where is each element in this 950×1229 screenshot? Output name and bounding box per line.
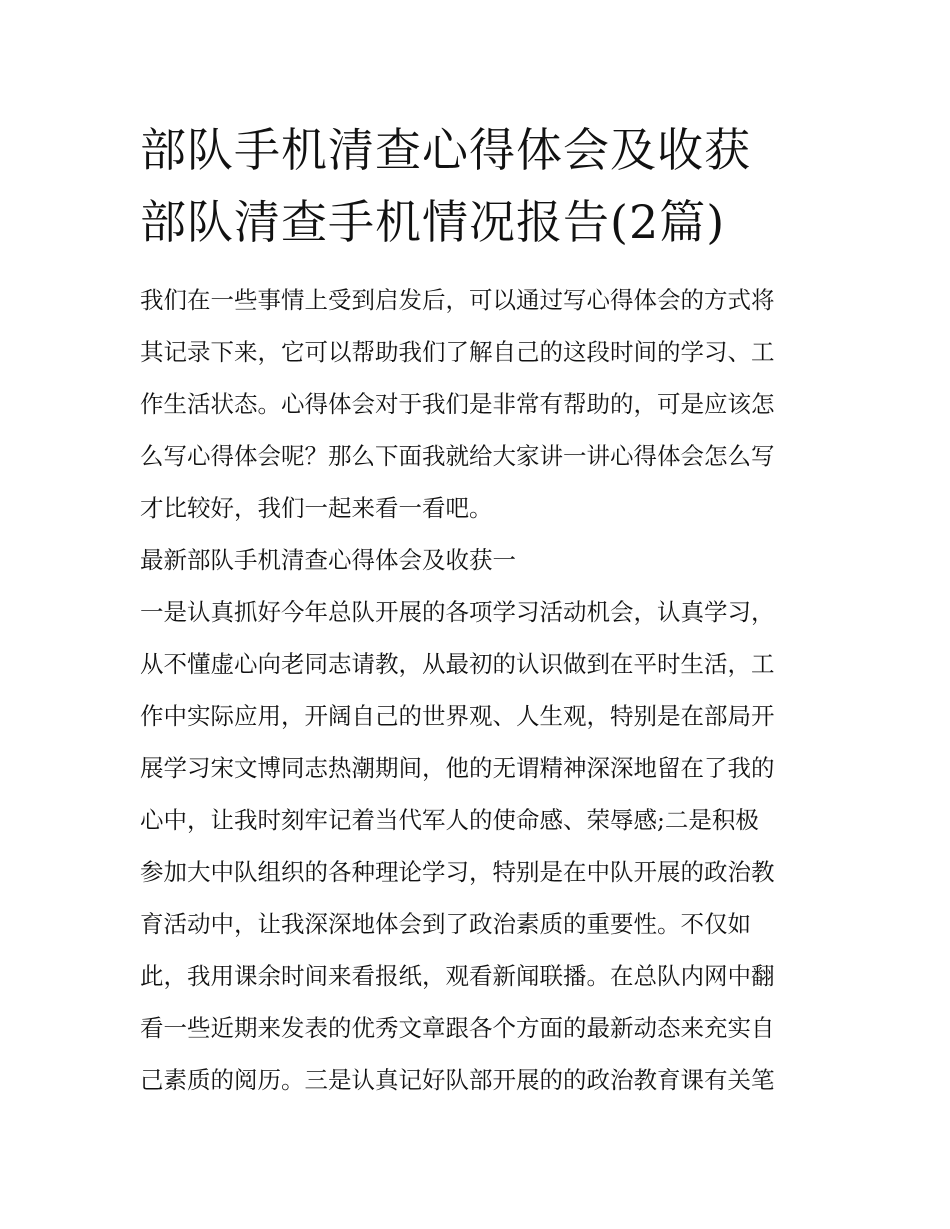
paragraph-line: 己素质的阅历。三是认真记好队部开展的的政治教育课有关笔 [140,1066,775,1094]
paragraph-line: 育活动中，让我深深地体会到了政治素质的重要性。不仅如 [140,910,751,938]
intro-line: 其记录下来，它可以帮助我们了解自己的这段时间的学习、工 [140,338,775,366]
title-line-1: 部队手机清查心得体会及收获 [140,123,751,177]
paragraph-line: 看一些近期来发表的优秀文章跟各个方面的最新动态来充实自 [140,1014,775,1042]
intro-line: 我们在一些事情上受到启发后，可以通过写心得体会的方式将 [140,286,775,314]
intro-line: 作生活状态。心得体会对于我们是非常有帮助的，可是应该怎 [140,390,775,418]
title-line-2: 部队清查手机情况报告(2篇) [140,195,726,249]
intro-line: 么写心得体会呢？那么下面我就给大家讲一讲心得体会怎么写 [140,442,775,470]
paragraph-line: 此，我用课余时间来看报纸，观看新闻联播。在总队内网中翻 [140,962,775,990]
paragraph-line: 展学习宋文博同志热潮期间，他的无谓精神深深地留在了我的 [140,754,775,782]
paragraph-line: 一是认真抓好今年总队开展的各项学习活动机会，认真学习， [140,598,775,626]
intro-line: 才比较好，我们一起来看一看吧。 [140,494,493,522]
paragraph-line: 作中实际应用，开阔自己的世界观、人生观，特别是在部局开 [140,702,775,730]
paragraph-line: 参加大中队组织的各种理论学习，特别是在中队开展的政治教 [140,858,775,886]
paragraph-line: 从不懂虚心向老同志请教，从最初的认识做到在平时生活，工 [140,650,775,678]
paragraph-line: 心中，让我时刻牢记着当代军人的使命感、荣辱感;二是积极 [140,806,759,834]
document-body [140,274,820,1106]
section-heading: 最新部队手机清查心得体会及收获一 [140,546,516,574]
document-title [140,114,820,258]
